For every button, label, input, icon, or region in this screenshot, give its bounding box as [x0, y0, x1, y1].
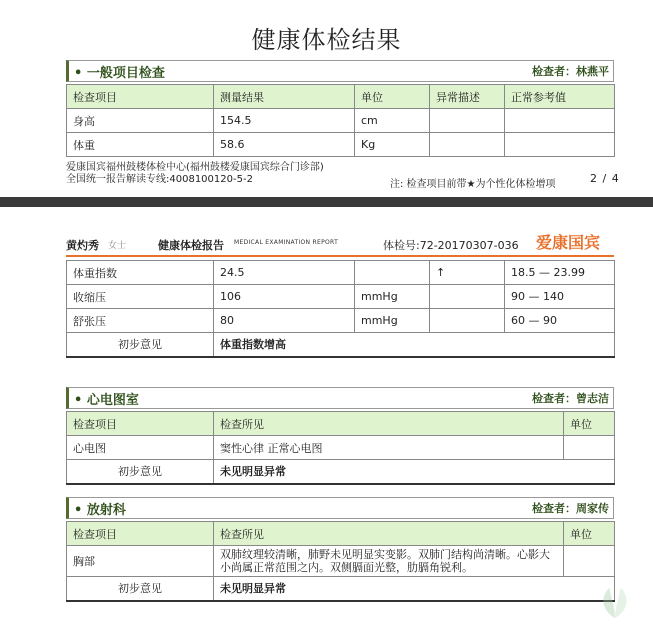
report-header: [66, 233, 614, 255]
section-title: • 放射科: [74, 502, 126, 518]
summary-value: 体重指数增高: [214, 333, 615, 357]
page-title: 健康体检结果: [251, 26, 402, 54]
summary-row: [67, 333, 615, 357]
item-reference: [505, 133, 615, 157]
column-header: 单位: [564, 412, 615, 436]
item-reference: 90 — 140: [505, 285, 615, 309]
item-result: 106: [214, 285, 355, 309]
item-unit: [564, 546, 615, 577]
page-number: 2 / 4: [590, 172, 620, 185]
general-table: [66, 84, 615, 157]
item-reference: 60 — 90: [505, 309, 615, 333]
item-abnormal: [430, 133, 505, 157]
table-header-row: [67, 412, 615, 436]
footer-clinic: [66, 162, 324, 186]
item-unit: mmHg: [355, 285, 430, 309]
section-title: • 一般项目检查: [74, 65, 165, 81]
item-name: 舒张压: [67, 309, 214, 333]
column-header: 检查所见: [214, 522, 564, 546]
item-name: 体重指数: [67, 261, 214, 285]
page-divider: [0, 197, 653, 207]
column-header: 正常参考值: [505, 85, 615, 109]
summary-row: [67, 460, 615, 484]
section-ecg: [66, 387, 614, 409]
footer-line: 全国统一报告解读专线:4008100120-5-2: [66, 174, 253, 185]
patient-name: 黄灼秀: [66, 239, 99, 252]
summary-label: 初步意见: [67, 460, 214, 484]
report-title-en: MEDICAL EXAMINATION REPORT: [234, 239, 339, 246]
footer-note: 注: 检查项目前带★为个性化体检增项: [390, 179, 556, 190]
item-name: 体重: [67, 133, 214, 157]
item-name: 身高: [67, 109, 214, 133]
item-reference: 18.5 — 23.99: [505, 261, 615, 285]
summary-value: 未见明显异常: [214, 460, 615, 484]
item-abnormal: [430, 285, 505, 309]
item-reference: [505, 109, 615, 133]
header-underline: [66, 255, 614, 257]
column-header: 检查项目: [67, 85, 214, 109]
exam-number: 体检号:72-20170307-036: [383, 239, 519, 252]
examiner: 检查者：周家传: [532, 502, 609, 515]
column-header: 单位: [564, 522, 615, 546]
section-radiology: [66, 497, 614, 519]
item-unit: cm: [355, 109, 430, 133]
item-abnormal: ↑: [430, 261, 505, 285]
ecg-table: [66, 411, 615, 485]
column-header: 单位: [355, 85, 430, 109]
report-title: 健康体检报告: [158, 239, 224, 252]
column-header: 异常描述: [430, 85, 505, 109]
summary-label: 初步意见: [67, 333, 214, 357]
column-header: 检查项目: [67, 522, 214, 546]
item-unit: Kg: [355, 133, 430, 157]
radiology-table: [66, 521, 615, 602]
brand-logo: 爱康国宾: [536, 233, 601, 252]
item-unit: [355, 261, 430, 285]
examiner: 检查者：曾志洁: [532, 392, 609, 405]
item-result: 24.5: [214, 261, 355, 285]
item-result: 80: [214, 309, 355, 333]
item-name: 胸部: [67, 546, 214, 577]
leaf-watermark-icon: [596, 582, 634, 620]
table-row: [67, 133, 615, 157]
table-row: [67, 309, 615, 333]
item-name: 心电图: [67, 436, 214, 460]
examiner: 检查者：林燕平: [532, 65, 609, 78]
section-general: [66, 60, 614, 82]
summary-row: [67, 577, 615, 601]
item-abnormal: [430, 309, 505, 333]
item-abnormal: [430, 109, 505, 133]
section-title: • 心电图室: [74, 392, 139, 408]
patient-gender: 女士: [108, 241, 127, 251]
item-name: 收缩压: [67, 285, 214, 309]
column-header: 检查所见: [214, 412, 564, 436]
table-row: [67, 285, 615, 309]
table-row: [67, 436, 615, 460]
item-result: 154.5: [214, 109, 355, 133]
item-unit: mmHg: [355, 309, 430, 333]
summary-label: 初步意见: [67, 577, 214, 601]
table-header-row: [67, 522, 615, 546]
column-header: 测量结果: [214, 85, 355, 109]
item-unit: [564, 436, 615, 460]
item-finding: 双肺纹理较清晰，肺野未见明显实变影。双肺门结构尚清晰。心影大小尚属正常范围之内。双侧膈面光整，肋膈角锐利。: [214, 546, 564, 577]
item-result: 58.6: [214, 133, 355, 157]
general-cont-table: [66, 260, 615, 358]
column-header: 检查项目: [67, 412, 214, 436]
table-row: [67, 261, 615, 285]
item-finding: 窦性心律 正常心电图: [214, 436, 564, 460]
table-header-row: [67, 85, 615, 109]
summary-value: 未见明显异常: [214, 577, 615, 601]
footer-line: 爱康国宾福州鼓楼体检中心(福州鼓楼爱康国宾综合门诊部): [66, 162, 324, 173]
table-row: [67, 109, 615, 133]
table-row: [67, 546, 615, 577]
